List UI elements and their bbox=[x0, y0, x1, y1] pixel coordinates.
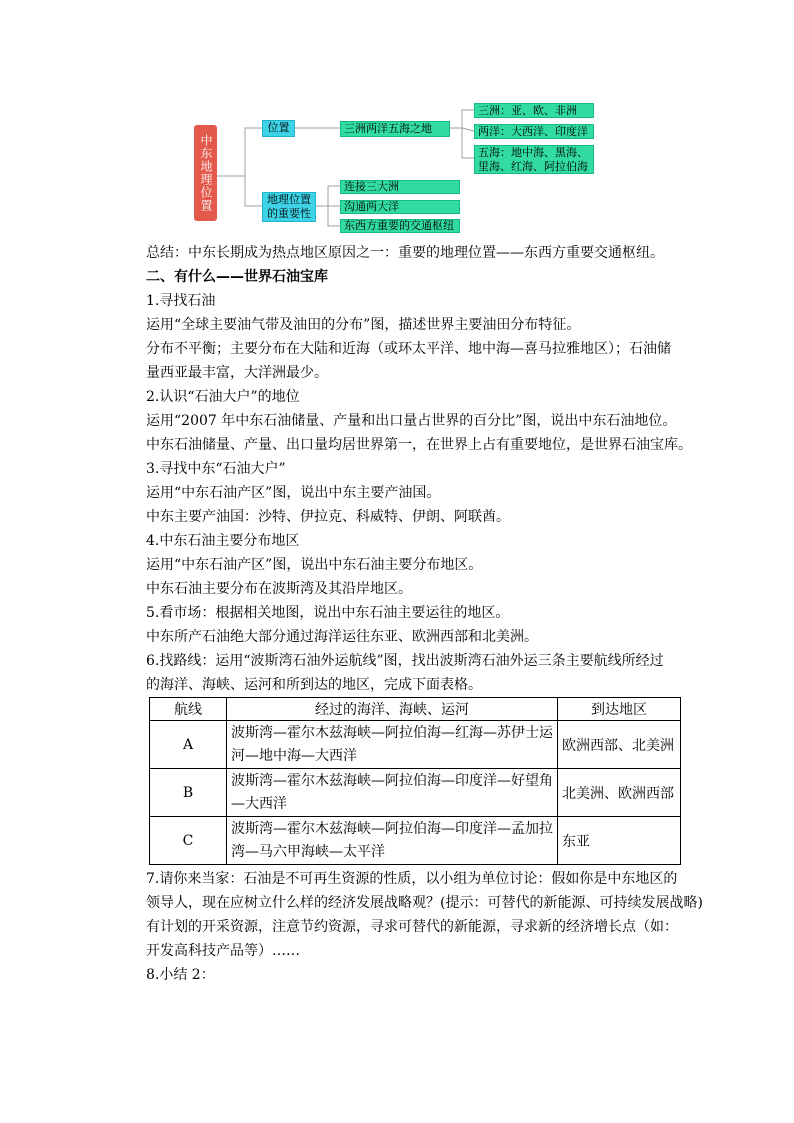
route-table bbox=[149, 697, 681, 865]
path-line: 波斯湾—霍尔木兹海峡—阿拉伯海—印度洋—好望角 bbox=[231, 772, 553, 789]
item3-title: 3.寻找中东“石油大户” bbox=[146, 461, 286, 477]
node-importance bbox=[262, 192, 316, 222]
node-continents-label: 三洲：亚、欧、非洲 bbox=[478, 104, 577, 117]
table-row bbox=[150, 721, 681, 769]
route-cell: C bbox=[150, 817, 227, 865]
node-position bbox=[262, 120, 295, 137]
item5-title: 5.看市场：根据相关地图，说出中东石油主要运往的地区。 bbox=[146, 605, 510, 621]
item7-line1: 7.请你来当家：石油是不可再生资源的性质，以小组为单位讨论：假如你是中东地区的 bbox=[146, 871, 678, 887]
node-oceans bbox=[474, 124, 594, 139]
path-cell bbox=[227, 769, 558, 817]
destination-cell: 欧洲西部、北美洲 bbox=[558, 721, 681, 769]
node-position-child bbox=[340, 121, 450, 137]
path-cell bbox=[227, 721, 558, 769]
path-line: 湾—马六甲海峡—太平洋 bbox=[231, 843, 385, 860]
node-imp3-label: 东西方重要的交通枢纽 bbox=[344, 219, 454, 232]
table-header: 经过的海洋、海峡、运河 bbox=[227, 698, 558, 721]
item1-title: 1.寻找石油 bbox=[146, 293, 216, 309]
destination-cell: 北美洲、欧洲西部 bbox=[558, 769, 681, 817]
path-line: 波斯湾—霍尔木兹海峡—阿拉伯海—红海—苏伊士运 bbox=[231, 724, 553, 741]
table-header: 航线 bbox=[150, 698, 227, 721]
item4-task: 运用“中东石油产区”图，说出中东石油主要分布地区。 bbox=[146, 557, 483, 573]
item3-task: 运用“中东石油产区”图，说出中东主要产油国。 bbox=[146, 485, 441, 501]
item1-answer-line1: 分布不平衡；主要分布在大陆和近海（或环太平洋、地中海—喜马拉雅地区）；石油储 bbox=[146, 341, 671, 357]
path-cell bbox=[227, 817, 558, 865]
node-continents bbox=[474, 103, 594, 118]
node-seas-line2: 里海、红海、阿拉伯海 bbox=[478, 160, 588, 173]
summary-text: 总结：中东长期成为热点地区原因之一：重要的地理位置——东西方重要交通枢纽。 bbox=[146, 245, 664, 261]
item7-answer-line1: 有计划的开采资源，注意节约资源，寻求可替代的新能源，寻求新的经济增长点（如： bbox=[146, 919, 678, 935]
node-seas-line1: 五海：地中海、黑海、 bbox=[478, 146, 588, 159]
node-imp1-label: 连接三大洲 bbox=[344, 180, 399, 193]
item7-answer-line2: 开发高科技产品等）…… bbox=[146, 943, 300, 959]
item6-line2: 的海洋、海峡、运河和所到达的地区，完成下面表格。 bbox=[146, 677, 482, 693]
path-line: —大西洋 bbox=[231, 795, 287, 812]
table-header: 到达地区 bbox=[558, 698, 681, 721]
route-cell: B bbox=[150, 769, 227, 817]
item5-answer: 中东所产石油绝大部分通过海洋运往东亚、欧洲西部和北美洲。 bbox=[146, 629, 538, 645]
node-position-child-label: 三洲两洋五海之地 bbox=[344, 122, 432, 135]
item3-answer: 中东主要产油国：沙特、伊拉克、科威特、伊朗、阿联酋。 bbox=[146, 509, 510, 525]
item1-task: 运用“全球主要油气带及油田的分布”图，描述世界主要油田分布特征。 bbox=[146, 317, 581, 333]
node-imp3 bbox=[340, 219, 460, 233]
item6-line1: 6.找路线：运用“波斯湾石油外运航线”图，找出波斯湾石油外运三条主要航线所经过 bbox=[146, 653, 664, 669]
node-oceans-label: 两洋：大西洋、印度洋 bbox=[478, 125, 588, 138]
item2-answer: 中东石油储量、产量、出口量均居世界第一，在世界上占有重要地位，是世界石油宝库。 bbox=[146, 437, 692, 453]
item1-answer-line2: 量西亚最丰富，大洋洲最少。 bbox=[146, 365, 328, 381]
item2-task: 运用“2007 年中东石油储量、产量和出口量占世界的百分比”图，说出中东石油地位。 bbox=[146, 413, 677, 429]
item4-answer: 中东石油主要分布在波斯湾及其沿岸地区。 bbox=[146, 581, 412, 597]
node-importance-line1: 地理位置 bbox=[267, 193, 311, 206]
item2-title: 2.认识“石油大户”的地位 bbox=[146, 389, 300, 405]
destination-cell: 东亚 bbox=[558, 817, 681, 865]
path-line: 河—地中海—大西洋 bbox=[231, 747, 357, 764]
item4-title: 4.中东石油主要分布地区 bbox=[146, 533, 300, 549]
table-row bbox=[150, 769, 681, 817]
section2-title: 二、有什么——世界石油宝库 bbox=[146, 269, 328, 285]
table-header-row bbox=[150, 698, 681, 721]
node-importance-line2: 的重要性 bbox=[267, 207, 311, 220]
node-imp2 bbox=[340, 200, 460, 214]
node-imp2-label: 沟通两大洋 bbox=[344, 200, 399, 213]
item8-summary: 8.小结 2： bbox=[146, 967, 215, 983]
item7-line2: 领导人，现在应树立什么样的经济发展战略观？(提示：可替代的新能源、可持续发展战略) bbox=[146, 895, 703, 911]
route-cell: A bbox=[150, 721, 227, 769]
mindmap-root-label: 中东地理位置 bbox=[199, 134, 213, 212]
node-seas bbox=[474, 145, 594, 174]
path-line: 波斯湾—霍尔木兹海峡—阿拉伯海—印度洋—孟加拉 bbox=[231, 820, 553, 837]
mindmap-root bbox=[194, 125, 217, 221]
table-row bbox=[150, 817, 681, 865]
node-imp1 bbox=[340, 180, 460, 194]
node-position-label: 位置 bbox=[267, 121, 290, 134]
